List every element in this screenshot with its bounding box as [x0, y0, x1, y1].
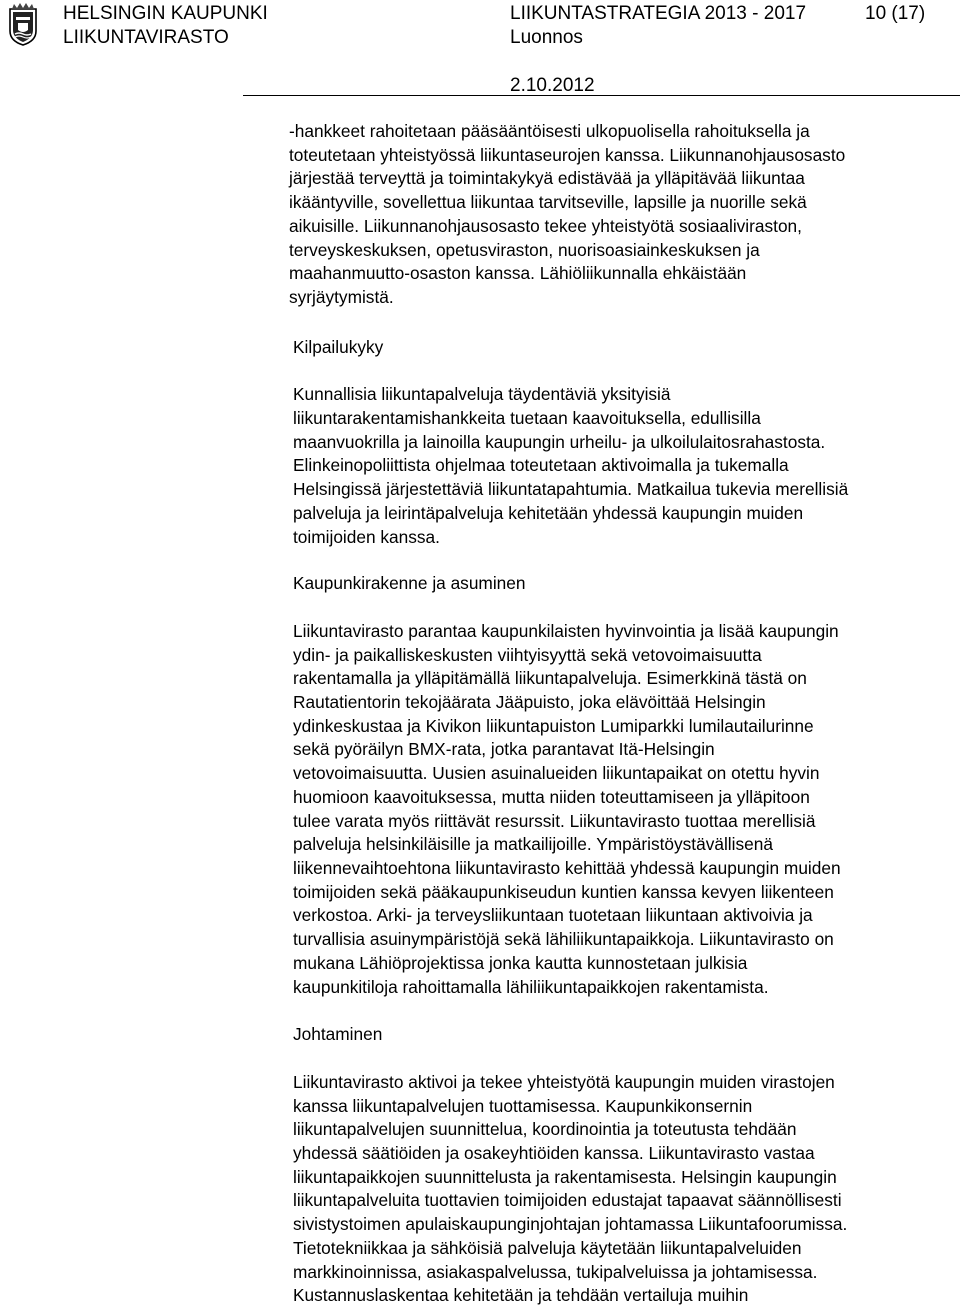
paragraph-line: rakentamalla ja ylläpitämällä liikuntapalveluja. Esimerkkinä tästä on: [293, 668, 807, 689]
organization-name: HELSINGIN KAUPUNKI: [63, 3, 268, 24]
document-body: [289, 120, 957, 1308]
paragraph-line: sekä pyöräilyn BMX-rata, jotka parantavat Itä-Helsingin: [293, 739, 715, 760]
document-title: LIIKUNTASTRATEGIA 2013 - 2017: [510, 3, 807, 24]
paragraph-line: tulee varata myös riittävät resurssit. Liikuntavirasto tuottaa merellisiä: [293, 810, 816, 831]
document-date: 2.10.2012: [510, 75, 595, 96]
section-heading-johtaminen: Johtaminen: [293, 1024, 383, 1045]
section-paragraph-kilpailukyky: [289, 383, 957, 549]
paragraph-line: toimijoiden kanssa.: [293, 526, 440, 547]
paragraph-line: Rautatientorin tekojäärata Jääpuisto, joka elävöittää Helsingin: [293, 692, 766, 713]
paragraph-line: ydinkeskustaa ja Kivikon liikuntapuiston Lumiparkki lumilautailurinne: [293, 715, 814, 736]
paragraph-line: Liikuntavirasto aktivoi ja tekee yhteistyötä kaupungin muiden virastojen: [293, 1071, 835, 1092]
intro-paragraph: [289, 120, 957, 310]
paragraph-line: kaupunkitiloja rahoittamalla lähiliikuntapaikkojen rakentamista.: [293, 976, 769, 997]
paragraph-line: sivistystoimen apulaiskaupunginjohtajan johtamassa Liikuntafoorumissa.: [293, 1214, 848, 1235]
paragraph-line: ydin- ja paikalliskeskusten viihtyisyyttä sekä vetovoimaisuutta: [293, 644, 762, 665]
paragraph-line: toimijoiden sekä pääkaupunkiseudun kuntien kanssa kevyen liikenteen: [293, 881, 834, 902]
paragraph-line: palveluja helsinkiläisille ja matkailijoille. Ympäristöystävällisenä: [293, 834, 773, 855]
section-paragraph-kaupunkirakenne: [289, 620, 957, 999]
paragraph-line: turvallisia asuinympäristöjä sekä lähiliikuntapaikkoja. Liikuntavirasto on: [293, 929, 834, 950]
paragraph-line: maanvuokrilla ja lainoilla kaupungin urheilu- ja ulkoilulaitosrahastosta.: [293, 431, 826, 452]
paragraph-line: markkinoinnissa, asiakaspalvelussa, tukipalveluissa ja johtamisessa.: [293, 1261, 818, 1282]
paragraph-line: palveluja ja leirintäpalveluja kehitetään yhdessä kaupungin muiden: [293, 502, 804, 523]
paragraph-line: Liikuntavirasto parantaa kaupunkilaisten hyvinvointia ja lisää kaupungin: [293, 620, 839, 641]
paragraph-line: liikuntapalveluita tuottavien toimijoiden edustajat tapaavat säännöllisesti: [293, 1190, 842, 1211]
paragraph-line: liikuntarakentamishankkeita tuetaan kaavoituksella, edullisilla: [293, 408, 761, 429]
paragraph-line: järjestää terveyttä ja toimintakykyä edistävää ja ylläpitävää liikuntaa: [289, 168, 805, 189]
section-heading-kilpailukyky: Kilpailukyky: [293, 336, 384, 357]
paragraph-line: liikuntapalvelujen suunnittelua, koordinointia ja toteutusta tehdään: [293, 1119, 797, 1140]
header-divider: [243, 95, 960, 96]
paragraph-line: Kunnallisia liikuntapalveluja täydentäviä yksityisiä: [293, 384, 671, 405]
paragraph-line: terveyskeskuksen, opetusviraston, nuorisoasiainkeskuksen ja: [289, 239, 760, 260]
paragraph-line: yhdessä säätiöiden ja osakeyhtiöiden kanssa. Liikuntavirasto vastaa: [293, 1143, 815, 1164]
paragraph-line: Helsingissä järjestettäviä liikuntatapahtumia. Matkailua tukevia merellisiä: [293, 479, 849, 500]
paragraph-line: maahanmuutto-osaston kanssa. Lähiöliikunnalla ehkäistään: [289, 263, 747, 284]
paragraph-line: -hankkeet rahoitetaan pääsääntöisesti ulkopuolisella rahoituksella ja: [289, 121, 810, 141]
section-heading-kaupunkirakenne: Kaupunkirakenne ja asuminen: [293, 573, 526, 594]
paragraph-line: Kustannuslaskentaa kehitetään ja tehdään vertailuja muihin: [293, 1285, 749, 1306]
paragraph-line: syrjäytymistä.: [289, 286, 394, 307]
paragraph-line: aikuisille. Liikunnanohjausosasto tekee yhteistyötä sosiaaliviraston,: [289, 215, 802, 236]
paragraph-line: liikuntapaikkojen suunnittelusta ja rakentamisesta. Helsingin kaupungin: [293, 1166, 837, 1187]
paragraph-line: liikennevaihtoehtona liikuntavirasto kehittää yhdessä kaupungin muiden: [293, 857, 841, 878]
paragraph-line: toteutetaan yhteistyössä liikuntaseurojen kanssa. Liikunnanohjausosasto: [289, 144, 846, 165]
paragraph-line: kanssa liikuntapalvelujen tuottamisessa. Kaupunkikonsernin: [293, 1095, 753, 1116]
department-name: LIIKUNTAVIRASTO: [63, 27, 229, 48]
paragraph-line: vetovoimaisuutta. Uusien asuinalueiden liikuntapaikat on otettu hyvin: [293, 763, 820, 784]
paragraph-line: ikääntyville, sovellettua liikuntaa tarvitseville, lapsille ja nuorille sekä: [289, 192, 807, 213]
document-status: Luonnos: [510, 27, 583, 48]
paragraph-line: Elinkeinopoliittista ohjelmaa toteutetaan aktivoimalla ja tukemalla: [293, 455, 789, 476]
paragraph-line: verkostoa. Arki- ja terveysliikuntaan tuotetaan liikuntaan aktivoivia ja: [293, 905, 813, 926]
paragraph-line: huomioon kaavoituksessa, mutta niiden toteuttamiseen ja ylläpitoon: [293, 786, 810, 807]
section-paragraph-johtaminen: [289, 1071, 957, 1308]
helsinki-coat-of-arms-icon: [3, 3, 43, 47]
paragraph-line: Tietotekniikkaa ja sähköisiä palveluja käytetään liikuntapalveluiden: [293, 1237, 802, 1258]
page-number: 10 (17): [865, 3, 926, 24]
paragraph-line: mukana Lähiöprojektissa jonka kautta kunnostetaan julkisia: [293, 952, 748, 973]
